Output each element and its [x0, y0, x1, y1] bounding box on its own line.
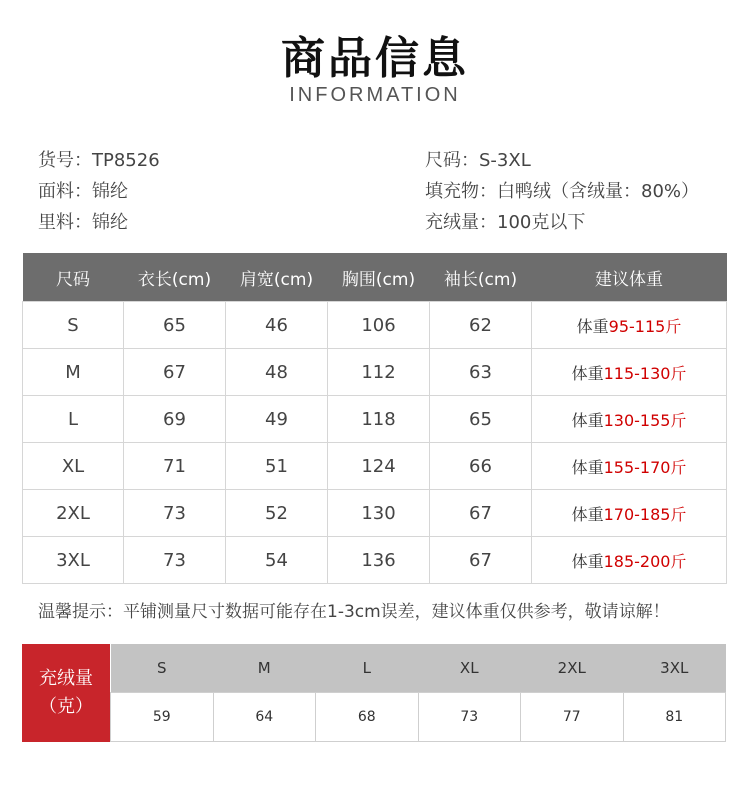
- cell-shoulder: 48: [226, 349, 328, 396]
- cell-length: 71: [124, 443, 226, 490]
- weight-prefix: 体重: [576, 316, 609, 336]
- header-length: 衣长(cm): [124, 253, 226, 302]
- cell-length: 65: [124, 302, 226, 349]
- table-row: [23, 537, 727, 584]
- weight-range: 155-170斤: [603, 457, 687, 477]
- cell-length: 69: [124, 396, 226, 443]
- weight-prefix: 体重: [571, 363, 604, 383]
- cell-weight: [532, 349, 727, 396]
- page-title: 商品信息: [281, 33, 469, 84]
- info-item-lining: 里料：锦纶: [38, 212, 128, 233]
- cell-sleeve: 67: [430, 490, 532, 537]
- cell-sleeve: 66: [430, 443, 532, 490]
- weight-prefix: 体重: [571, 504, 604, 524]
- cell-sleeve: 67: [430, 537, 532, 584]
- cell-size: S: [23, 302, 124, 349]
- cell-size: M: [23, 349, 124, 396]
- info-item-sku: 货号：TP8526: [38, 150, 160, 171]
- fill-amount-table: [110, 644, 726, 742]
- cell-weight: [532, 490, 727, 537]
- fill-header-size: M: [213, 644, 316, 693]
- table-row: [23, 349, 727, 396]
- weight-prefix: 体重: [571, 410, 604, 430]
- fill-header-size: S: [111, 644, 214, 693]
- header-weight: 建议体重: [532, 253, 727, 302]
- cell-chest: 124: [328, 443, 430, 490]
- measurement-tip: 温馨提示：平铺测量尺寸数据可能存在1-3cm误差，建议体重仅供参考，敬请谅解！: [38, 602, 670, 622]
- fill-value: 59: [111, 693, 214, 742]
- weight-prefix: 体重: [571, 551, 604, 571]
- cell-weight: [532, 302, 727, 349]
- info-item-size-range: 尺码：S-3XL: [425, 150, 531, 171]
- cell-chest: 118: [328, 396, 430, 443]
- cell-weight: [532, 396, 727, 443]
- cell-size: XL: [23, 443, 124, 490]
- fill-amount-label: [22, 644, 110, 742]
- cell-chest: 136: [328, 537, 430, 584]
- fill-label-title: 充绒量: [39, 668, 93, 689]
- cell-shoulder: 54: [226, 537, 328, 584]
- header-sleeve: 袖长(cm): [430, 253, 532, 302]
- fill-header-size: XL: [418, 644, 521, 693]
- cell-size: L: [23, 396, 124, 443]
- info-item-filling: 填充物：白鸭绒（含绒量：80%）: [425, 181, 700, 202]
- info-item-fabric: 面料：锦纶: [38, 181, 128, 202]
- table-row: [23, 396, 727, 443]
- table-row: [23, 302, 727, 349]
- fill-header-size: L: [316, 644, 419, 693]
- cell-chest: 106: [328, 302, 430, 349]
- weight-range: 185-200斤: [603, 551, 687, 571]
- cell-size: 3XL: [23, 537, 124, 584]
- fill-label-unit: （克）: [39, 696, 93, 717]
- cell-size: 2XL: [23, 490, 124, 537]
- weight-range: 170-185斤: [603, 504, 687, 524]
- size-table: [22, 253, 727, 584]
- weight-prefix: 体重: [571, 457, 604, 477]
- fill-value: 73: [418, 693, 521, 742]
- cell-shoulder: 49: [226, 396, 328, 443]
- weight-range: 115-130斤: [603, 363, 687, 383]
- cell-length: 73: [124, 490, 226, 537]
- fill-header-size: 2XL: [521, 644, 624, 693]
- cell-sleeve: 63: [430, 349, 532, 396]
- page-subtitle: INFORMATION: [289, 84, 461, 106]
- header-chest: 胸围(cm): [328, 253, 430, 302]
- fill-value: 77: [521, 693, 624, 742]
- table-row: [23, 443, 727, 490]
- weight-range: 95-115斤: [608, 316, 682, 336]
- cell-shoulder: 52: [226, 490, 328, 537]
- info-item-fill-amount: 充绒量：100克以下: [425, 212, 586, 233]
- cell-sleeve: 65: [430, 396, 532, 443]
- cell-length: 73: [124, 537, 226, 584]
- cell-length: 67: [124, 349, 226, 396]
- cell-shoulder: 51: [226, 443, 328, 490]
- fill-value: 81: [623, 693, 726, 742]
- size-table-header: [23, 253, 727, 302]
- fill-table-header: [111, 644, 726, 693]
- fill-value: 68: [316, 693, 419, 742]
- table-row: [23, 490, 727, 537]
- cell-weight: [532, 443, 727, 490]
- cell-shoulder: 46: [226, 302, 328, 349]
- cell-chest: 112: [328, 349, 430, 396]
- header-shoulder: 肩宽(cm): [226, 253, 328, 302]
- cell-weight: [532, 537, 727, 584]
- fill-header-size: 3XL: [623, 644, 726, 693]
- cell-sleeve: 62: [430, 302, 532, 349]
- weight-range: 130-155斤: [603, 410, 687, 430]
- fill-value: 64: [213, 693, 316, 742]
- header-size: 尺码: [23, 253, 124, 302]
- cell-chest: 130: [328, 490, 430, 537]
- fill-table-row: [111, 693, 726, 742]
